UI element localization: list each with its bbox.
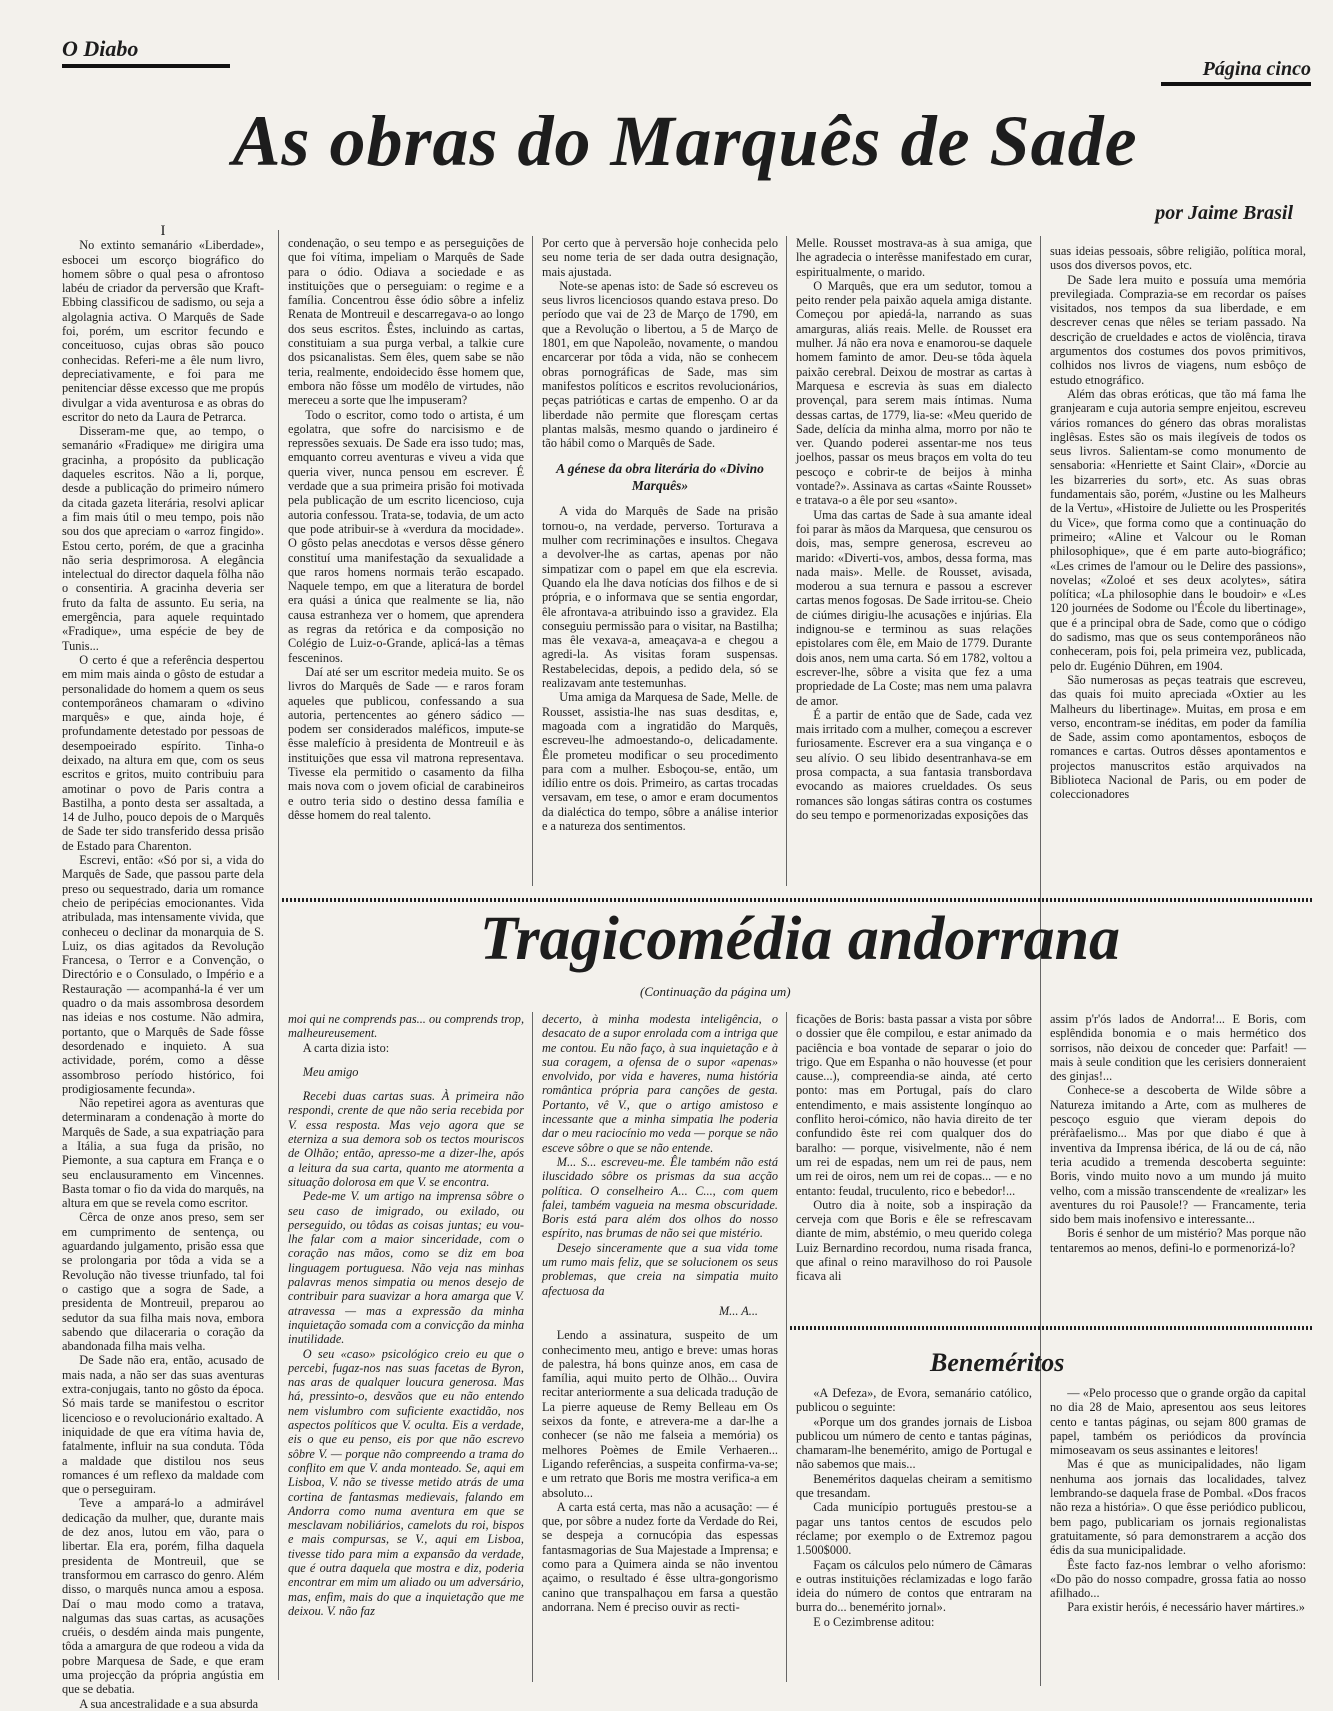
paragraph: É a partir de então que de Sade, cada vez mais irritado com a mulher, começou a escrever furiosamente. Escrever era a sua vingança e o seu alívio. O seu libido desentranhava-se em prosa compacta, a sua fantasia transbordava evocando as maiores crueldades. Os seus romances são longas sátiras contra os costumes do seu tempo e pormenorizadas exposições das [796, 707, 1032, 822]
page-number: Página cinco [1161, 58, 1311, 86]
section-divider [282, 898, 1312, 902]
paragraph: Mas é que as municipalidades, não ligam nenhuma aos jornais das localidades, talvez lembrando-se daquela frase de Pombal. «Dos fracos não reza a história». O que êsse periódico publicou, bem pago, publicariam os jornais regionalistas gratuitamente, só para demonstrarem a acção dos édis da sua municipalidade. [1050, 1457, 1306, 1558]
paragraph: Não repetirei agora as aventuras que determinaram a condenação à morte do Marquês de Sade, a sua expatriação para a Itália, a sua fuga da prisão, no Piemonte, a sua captura em França e o seu enclausuramento em Vincennes. Basta tomar o fio da vida do marquês, na altura em que se revela como escritor. [62, 1096, 264, 1211]
article1-column-2 [288, 236, 524, 896]
section-number: I [160, 223, 166, 239]
article3-column-1 [796, 1386, 1032, 1686]
paragraph: O seu «caso» psicológico creio eu que o percebi, fugaz-nos nas suas facetas de Byron, nas aras de qualquer loucura generosa. Mas há, pressinto-o, desvãos que eu não entendo nem vislumbro com suficiente exactidão, nos aspectos políticos que V. oculta. Eis a verdade, eis o que eu penso, eis por que não escrevo sôbre V. — porque não compreendo a trama do conflito em que V. anda monteado. Se, aqui em Lisboa, V. não se tivesse metido atrás de uma cortina de fantasmas medievais, falando em Andorra como numa aventura em que se mesclavam nobiliários, camelots du roi, bispos e mais compursas, se V., aqui em Lisboa, tivesse tido para mim a expansão da verdade, que é outra daquela que mostra e diz, poderia encontrar em mim um aliado ou um adversário, mas, enfim, mais do que a inquietação que me deixou. V. não faz [288, 1346, 524, 1618]
paragraph: ficações de Boris: basta passar a vista por sôbre o dossier que êle compilou, e estar animado da paciência e boa vontade de separar o joio do trigo. Que em Espanha o não houvesse (et pour cause...), compreendia-se ainda, até certo ponto: mas em Portugal, país do claro entendimento, e mais assistente longínquo ao conflito heroi-cómico, não havia direito de ter confundido êste rei com qualquer dos do baralho: — porque, visivelmente, não é nem um rei de espadas, nem um rei de paus, nem um rei de oiros, nem um rei de copas... — e no entanto: feudal, truculento, rico e bebedor!... [796, 1012, 1032, 1198]
article1-column-3 [542, 236, 778, 896]
paragraph: — «Pelo processo que o grande orgão da capital no dia 28 de Maio, apresentou aos seus leitores cento e tantas páginas, ou sejam 800 gramas de papel, também os periódicos da província mimoseavam os seus assinantes e leitores! [1050, 1386, 1306, 1458]
paragraph: Daí até ser um escritor medeia muito. Se os livros do Marquês de Sade — e raros foram aqueles que publicou, confessando a sua autoria, pertencentes ao género sádico — podem ser considerados maléficos, impute-se êsse malefício à presidenta de Montreuil e às instituições que essa vil matrona representava. Tivesse ela permitido o casamento da filha mais nova com o jovem oficial de carabineiros e outro teria sido o destino dessa família e dêsse homem do real talento. [288, 664, 524, 822]
paragraph: Desejo sinceramente que a sua vida tome um rumo mais feliz, que se solucionem os seus problemas, que creia na simpatia muito afectuosa da [542, 1240, 778, 1298]
paragraph: Todo o escritor, como todo o artista, é um egolatra, que sofre do narcisismo e de repressões sexuais. De Sade era isso tudo; mas, emquanto correu aventuras e viveu a vida que queria viver, nunca pensou em escrever. É verdade que a sua primeira prisão foi motivada pela publicação de um escrito licencioso, cuja autoria confessou. Trata-se, todavia, de um acto que pode atribuir-se à «verdura da mocidade». O gôsto pelas anecdotas e versos dêsse género constituí uma manifestação da sexualidade a que raros homens normais terão escapado. Naquele tempo, em que a literatura de bordel era quási a única que realmente se lia, não causa estranheza ver o homem, que aprendera as regras da retórica e da composição no Colégio de Luiz-o-Grande, aplicá-las a têmas fesceninos. [288, 407, 524, 665]
article2-column-2 [542, 1012, 778, 1682]
paragraph: A sua ancestralidade e a sua absurda [79, 1696, 259, 1711]
paragraph: Beneméritos daquelas cheiram a semitismo que tresandam. [796, 1471, 1032, 1501]
paragraph: São numerosas as peças teatrais que escreveu, das quais foi muito apreciada «Oxtier au les Malheurs du libertinage». Muitas, em prosa e em verso, encontram-se inéditas, em poder da família de Sade, assim como apontamentos, esboços de romances e cartas. Outros dêsses apontamentos e projectos manuscritos estão arquivados na Biblioteca Nacional de Paris, ou em poder de coleccionadores [1050, 672, 1306, 802]
paragraph: Êste facto faz-nos lembrar o velho aforismo: «Do pão do nosso compadre, grossa fatia ao nosso afilhado... [1050, 1557, 1306, 1601]
column-divider [786, 1012, 787, 1682]
section-divider [790, 1326, 1312, 1330]
continuation-note: (Continuação da página um) [640, 984, 791, 999]
paragraph: O certo é que a referência despertou em mim mais ainda o gôsto de estudar a personalidade do homem a quem os seus contemporâneos chamaram o «divino marquês» e que, ainda hoje, é profundamente detestado por pessoas de desempoeirado espírito. Tinha-o deixado, na altura em que, com os seus escritos e gritos, muito contribuiu para amotinar o povo de Paris contra a Bastilha, a ponto desta ser assaltada, a 14 de Julho, pouco depois de o Marquês de Sade ter sido transferido dessa prisão de Estado para Charenton. [62, 652, 264, 853]
paragraph: «Porque um dos grandes jornais de Lisboa publicou um número de cento e tantas páginas, chamaram-lhe benemérito, amigo de Portugal e não sabemos que mais... [796, 1414, 1032, 1472]
paragraph: Lendo a assinatura, suspeito de um conhecimento meu, antigo e breve: umas horas de palestra, há bons quinze anos, em casa de família, aqui muito perto de Olhão... Ouvira recitar anteriormente a sua delicada tradução de La pierre aqueuse de Remy Belleau em Os seixos da fonte, e atrevera-me a dar-lhe a conhecer (se não me falseia a memória) os melhores Poèmes de Emile Verhaeren... Ligando referências, a suspeita confirma-va-se; e um retrato que Boris me mostra verifica-a em absoluto... [542, 1328, 778, 1500]
paragraph: E o Cezimbrense aditou: [813, 1614, 935, 1629]
column-divider [278, 230, 279, 1680]
article1-column-1 [62, 223, 264, 1711]
paragraph: Teve a ampará-lo a admirável dedicação da mulher, que, durante mais de dez anos, lutou em vão, para o libertar. Ela era, porém, filha daquela presidenta de Montreuil, que se transformou em carrasco do genro. Além disso, o marquês nunca amou a esposa. Daí o mau modo como a tratava, nalgumas das suas cartas, as acusações cruéis, o desdém ainda mais pungente, tôda a amargura de que rodeou a vida da pobre Marquesa de Sade, e que eram uma projecção da própria angústia em que se debatia. [62, 1496, 264, 1697]
paragraph: Por certo que à perversão hoje conhecida pelo seu nome teria de ser dada outra designação, mais ajustada. [542, 236, 778, 279]
article2-column-3 [796, 1012, 1032, 1318]
paragraph: De Sade lera muito e possuía uma memória previlegiada. Comprazia-se em recordar os países visitados, nos tempos da sua liberdade, e em descrever cenas que nêles se teriam passado. Na descrição de crueldades e actos de violência, tirava argumentos dos costumes dos povos primitivos, colhidos nos livros de viagens, num esbôço de estudo etnográfico. [1050, 272, 1306, 387]
paragraph: Além das obras eróticas, que tão má fama lhe granjearam e cuja autoria sempre enjeitou, escreveu vários romances do género das obras moralistas inglêsas. Estes são os mais ilegíveis de todos os seus livros. Salientam-se como monumento de sensaboria: «Henriette et Saint Clair», «Dorcie au les bizarreries du sort», etc. As suas obras fundamentais são, porém, «Justine ou les Malheurs de la Vertu», «Histoire de Juliette ou les Prosperités du Vice», que forma como que a continuação do primeiro; «Aline et Valcour ou le Roman philosophique», que é em parte auto-biográfico; «Les crimes de l'amour ou le Delire des passions», novelas; «Zoloé et ses deux acolytes», sátira política; «La philosophie dans le boudoir» e «Les 120 journées de Sodome ou l'École du libertinage», que é a principal obra de Sade, como que o código do sadismo, mas que os seus contemporâneos não conheceram, pois foi, pela primeira vez, publicada, pelo dr. Eugénio Dühren, em 1904. [1050, 386, 1306, 673]
paragraph: O Marquês, que era um sedutor, tomou a peito render pela paixão aquela amiga distante. Começou por apiedá-la, narrando as suas amarguras, aliás reais. Melle. de Rousset era mulher. Já não era nova e enamorou-se daquele homem faminto de amor. Deu-se tôda àquela paixão cerebral. Deixou de mostrar as cartas à Marquesa e escrevia às suas em dialecto provençal, para serem mais íntimas. Numa dessas cartas, de 1779, lia-se: «Meu querido de Sade, delícia da minha alma, morro por não te ver. Quando poderei assentar-me nos teus joelhos, passar os meus braços em volta do teu pescoço e cobrir-te de beijos à minha vontade?». Assinava as cartas «Sainte Rousset» e tratava-o a êle por seu «santo». [796, 278, 1032, 508]
paragraph: decerto, à minha modesta inteligência, o desacato de a supor enrolada com a intriga que me contou. Eu não faço, à sua inquietação e à sua coragem, a ofensa de o supor «apenas» envolvido, por vida e haveres, numa história romântica própria para canções de gesta. Portanto, vê V., que o artigo amistoso e incessante que a minha simpatia lhe poderia dar o meu raciocínio mo veda — porque se não esceve sôbre o que se não entende. [542, 1012, 778, 1155]
paragraph: Note-se apenas isto: de Sade só escreveu os seus livros licenciosos quando estava preso. Do período que vai de 23 de Março de 1790, em que a Revolução o libertou, a 5 de Março de 1801, em que Napoleão, novamente, o mandou encarcerar por tôda a vida, não se conhecem obras pornográficas de Sade, mas sim manifestos políticos e escritos revolucionários, peças patrióticas e cartas de empenho. O ar da liberdade não permite que floresçam certas plantas malsãs, mesmo quando o jardineiro é tão hábil como o Marquês de Sade. [542, 278, 778, 451]
subheading: A génese da obra literária do «Divino Marquês» [556, 461, 764, 494]
article2-column-1 [288, 1012, 524, 1682]
column-divider [532, 1012, 533, 1682]
paragraph: Melle. Rousset mostrava-as à sua amiga, que lhe agradecia o interêsse manifestado em curar, espiritualmente, o marido. [796, 236, 1032, 279]
paragraph: No extinto semanário «Liberdade», esbocei um escorço biográfico do homem sôbre o qual pesa o afrontoso labéu de criador da perversão que Kraft-Ebbing classificou de sadismo, ou seja a algolagnia activa. O Marquês de Sade foi, porém, um escritor fecundo e conceituoso, cujas obras são pouco conhecidas. Referi-me a êle num livro, depreciativamente, e foi para me penitenciar dêsse excesso que me propús divulgar a vida aventurosa e as obras do escritor do neto da Laura de Petrarca. [62, 238, 264, 424]
paragraph: suas ideias pessoais, sôbre religião, política moral, usos dos diversos povos, etc. [1050, 244, 1306, 273]
paragraph: Pede-me V. um artigo na imprensa sôbre o seu caso de imigrado, ou exilado, ou perseguido, ou tôdas as coisas juntas; eu vou-lhe falar com a maior sinceridade, com o coração nas mãos, como se diz em boa linguagem portuguesa. Não veja nas minhas palavras menos simpatia ou menos desejo de contribuir para suavizar a hora amarga que V. atravessa — mas a expressão da minha inquietação somada com a convicção da minha inutilidade. [288, 1189, 524, 1347]
letter-salutation: Meu amigo [302, 1064, 359, 1079]
paragraph: M... S... escreveu-me. Êle também não está iluscidado sôbre os prismas da sua acção política. O conselheiro A... C..., com quem falei, também vagueia na mesma obscuridade. Boris está para além dos olhos do nosso espírito, nas brumas de não sei que mistério. [542, 1154, 778, 1241]
article2-column-4 [1050, 1012, 1306, 1318]
paragraph: A carta está certa, mas não a acusação: — é que, por sôbre a nudez forte da Verdade do Rei, se despeja a cornucópia das espessas fantasmagorias de Sua Majestade a Imprensa; e como para a Quimera ainda se não inventou açaimo, o resultado é êsse ultra-gongorismo canino que transpalhaçou em farsa a questão andorrana. Nem é preciso ouvir as recti- [542, 1499, 778, 1614]
paragraph: assim p'r'ós lados de Andorra!... E Boris, com esplêndida bonomia e o mais hermético dos sorrisos, não deixou de conceder que: Parfait! — mais à seule condition que les cerisiers donneraient des ginjas!... [1050, 1012, 1306, 1084]
paragraph: Cada município português prestou-se a pagar uns tantos centos de escudos pelo réclame; por exemplo o de Extremoz pagou 1.500$000. [796, 1500, 1032, 1558]
paragraph: A vida do Marquês de Sade na prisão tornou-o, na verdade, perverso. Torturava a mulher com recriminações e insultos. Chegava a devolver-lhe as cartas, apenas por não simpatizar com o papel em que ela escrevia. Quando ela lhe dava notícias dos filhos e de si própria, e o informava que se sentia engordar, êle afrontava-a atribuindo isso a gravidez. Ela conseguiu permissão para o visitar, na Bastilha; mas êle vexava-a, ameaçava-a e chegou a agredi-la. As visitas foram suspensas. Restabelecidas, depois, a pedido dela, só se realizavam ante testemunhas. [542, 504, 778, 691]
paragraph: «A Defeza», de Evora, semanário católico, publicou o seguinte: [796, 1386, 1032, 1415]
paragraph: Uma amiga da Marquesa de Sade, Melle. de Rousset, assistia-lhe nas suas desditas, e, magoada com a ingratidão do Marquês, escreveu-lhe admoestando-o, delicadamente. Êle prometeu modificar o seu procedimento para com a mulher. Esboçou-se, então, um idílio entre os dois. Primeiro, as cartas trocadas versavam, em tese, o amor e eram documentos da dialéctica do tempo, sôbre a análise interior e a natureza dos sentimentos. [542, 690, 778, 833]
column-divider [786, 236, 787, 886]
paragraph: Escrevi, então: «Só por si, a vida do Marquês de Sade, que passou parte dela preso ou sequestrado, daria um romance cheio de peripécias emocionantes. Vida atribulada, mas intensamente vivida, que conheceu o declinar da monarquia de S. Luiz, os dias agitados da Revolução Francesa, o Terror e a Convenção, o Directório e o Consulado, o Império e a Restauração — acompanhá-la é ver um quadro o da mais assombrosa desordem nas ideias e nos costume. Não admira, portanto, que o Marquês de Sade fôsse desordenado e inquieto. A sua actividade, porém, como a dêsse assombroso período histórico, foi prodigiosamente fecunda». [62, 853, 264, 1096]
paragraph: Recebi duas cartas suas. À primeira não respondi, crente de que não seria recebida por V. essa resposta. Mas vejo agora que se eterniza a sua demora sob os tectos mouriscos de Olhão; então, apresso-me a dizer-lhe, após a leitura da sua carta, quanto me atormenta a situação dolorosa em que V. se encontra. [288, 1089, 524, 1189]
column-divider [532, 236, 533, 886]
article1-column-4 [796, 236, 1032, 896]
paragraph: moi qui ne comprends pas... ou comprends trop, malheureusement. [288, 1012, 525, 1041]
paragraph: Disseram-me que, ao tempo, o semanário «Fradique» me dirigira uma gracinha, a propósito da publicação daqueles escritos. Não a li, porque, desde a publicação do primeiro número da citada gazeta literária, resolvi aplicar a fim mais útil o meu tempo, pois não sou dos que apreciam o «arroz fingido». Estou certo, porém, de que a gracinha não seria desprimorosa. A elegância intelectual do director daquela fôlha não o consentiria. A gracinha deveria ser fruto da falta de assunto. Eu seria, na emergência, para aquele requintado «Fradique», uma espécie de bey de Tunis... [62, 424, 264, 653]
paragraph: Uma das cartas de Sade à sua amante ideal foi parar às mãos da Marquesa, que censurou os dois, mas, sempre generosa, escreveu ao marido: «Diverti-vos, ambos, dessa forma, mas nada mais». Melle. de Rousset, avisada, moderou a sua ternura e passou a escrever cartas menos fogosas. De Sade irritou-se. Cheio de ciúmes dirigiu-lhe acusações e injúrias. Ela indignou-se e terminou as suas relações epistolares com êle, em Maio de 1779. Durante dois anos, nem uma carta. Só em 1782, voltou a escrever-lhe, sôbre a visita que fez a uma propriedade de La Coste; mas nem uma palavra de amor. [796, 507, 1032, 708]
article-byline: por Jaime Brasil [1155, 202, 1293, 224]
article3-column-2 [1050, 1386, 1306, 1686]
paragraph: Para existir heróis, é necessário haver mártires.» [1067, 1600, 1305, 1615]
paragraph: Conhece-se a descoberta de Wilde sôbre a Natureza imitando a Arte, com as mulheres de pescoço esguio que vieram depois do préràfaelismo... Mas por que diabo é que à inventiva da Imprensa ibérica, de lá ou de cá, não teria acudido a tremenda descoberta seguinte: Boris, vindo muito novo a um mundo já muito velho, com a missão transcendente de «realizar» les aventures du roi Pausole!? — Francamente, teria sido bem mais inofensivo e interessante... [1050, 1083, 1306, 1227]
paragraph: A carta dizia isto: [302, 1040, 390, 1055]
paragraph: Façam os cálculos pelo número de Câmaras e outras instituições réclamizadas e logo farão ideia do número de contos que entraram na burra do... benemérito jornal». [796, 1557, 1032, 1615]
article1-column-5 [1050, 244, 1306, 896]
article-title: Beneméritos [930, 1348, 1065, 1377]
paragraph: Boris é senhor de um mistério? Mas porque não tentaremos ao menos, defini-lo e pormenorizá-lo? [1050, 1226, 1306, 1255]
publication-name: O Diabo [62, 36, 230, 68]
article-title: Tragicomédia andorrana [479, 905, 1121, 973]
paragraph: condenação, o seu tempo e as perseguições de que foi vítima, impeliam o Marquês de Sade para o ódio. Odiava a sociedade e as instituições que o perseguiam: o regime e a família. Concentrou êsse ódio sôbre a infeliz Renata de Montreuil e descarregava-o ao longo dos seus escritos. Êstes, incluindo as cartas, constituiam a sua purga verbal, a talkie cure dos psicanalistas. Sem êles, quem sabe se não teria, realmente, endoidecido êsse homem que, embora não fôsse um modêlo de virtudes, não mereceu a sorte que lhe impuseram? [288, 236, 524, 408]
paragraph: Outro dia à noite, sob a inspiração da cerveja com que Boris e êle se refrescavam diante de mim, abstémio, o meu querido colega Luiz Bernardino recordou, numa risada franca, que afinal o reino maravilhoso do roi Pausole ficava ali [796, 1197, 1032, 1284]
article-title: As obras do Marquês de Sade [232, 101, 1138, 181]
letter-signature: M... A... [718, 1303, 758, 1318]
paragraph: Cêrca de onze anos preso, sem ser em cumprimento de sentença, ou aguardando julgamento, prisão essa que se prolongaria por tôda a vida se a Revolução não tivesse triunfado, tal foi o castigo que a sogra de Sade, a presidenta de Montreuil, preparou ao sedutor da sua filha mais nova, embora sabendo que dilaceraria o coração da abandonada filha mais velha. [62, 1210, 264, 1354]
paragraph: De Sade não era, então, acusado de mais nada, a não ser das suas aventuras extra-conjugais, tanto no gôsto da época. Só mais tarde se manifestou o escritor licencioso e o revolucionário exaltado. A iniquidade de que era vítima havia de, fatalmente, influir na sua conduta. Tôda a maldade que distilou nos seus romances é um reflexo da maldade com que o perseguiram. [62, 1353, 264, 1497]
